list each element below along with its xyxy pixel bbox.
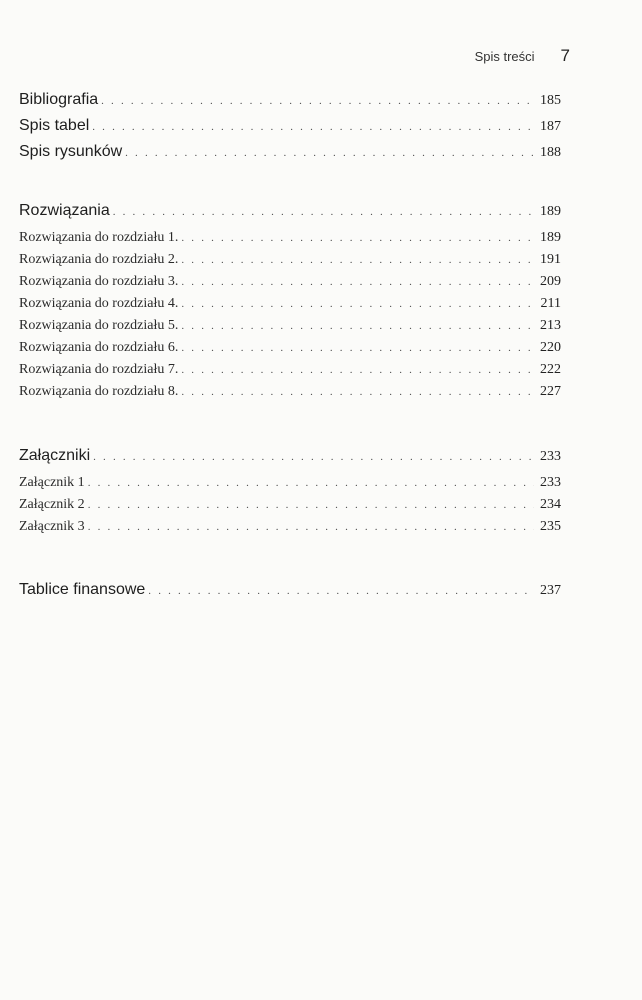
toc-subentry <box>19 318 561 340</box>
toc-entry-page: 189 <box>540 230 561 245</box>
dot-leader <box>93 451 534 463</box>
dot-leader <box>113 206 534 218</box>
toc-entry-label: Rozwiązania do rozdziału 8. <box>19 384 179 399</box>
toc-subentry <box>19 384 561 406</box>
toc-entry <box>19 117 561 143</box>
toc-group <box>19 91 561 169</box>
toc-entry <box>19 202 561 228</box>
toc-entry-page: 222 <box>540 362 561 377</box>
toc-subentry <box>19 497 561 519</box>
toc-subentry <box>19 340 561 362</box>
toc-entry-page: 211 <box>540 296 561 311</box>
toc-entry-page: 233 <box>540 475 561 490</box>
toc-subentry <box>19 252 561 274</box>
toc-entry-label: Rozwiązania do rozdziału 4. <box>19 296 179 311</box>
toc-entry-page: 187 <box>540 119 561 134</box>
toc-group <box>19 581 561 607</box>
running-header <box>475 46 570 66</box>
toc-entry-label: Rozwiązania <box>19 202 110 219</box>
toc-entry <box>19 447 561 473</box>
toc-entry-page: 227 <box>540 384 561 399</box>
dot-leader <box>125 147 534 159</box>
dot-leader <box>181 364 534 376</box>
toc-entry-label: Rozwiązania do rozdziału 6. <box>19 340 179 355</box>
page-number: 7 <box>560 46 570 65</box>
toc-entry-label: Tablice finansowe <box>19 581 146 598</box>
toc-entry-label: Załączniki <box>19 447 91 464</box>
dot-leader <box>101 95 534 107</box>
toc-entry-page: 220 <box>540 340 561 355</box>
toc-entry-label: Rozwiązania do rozdziału 5. <box>19 318 179 333</box>
toc-entry <box>19 143 561 169</box>
dot-leader <box>181 320 534 332</box>
toc-entry-label: Bibliografia <box>19 91 99 108</box>
dot-leader <box>148 585 534 597</box>
toc-subentry <box>19 475 561 497</box>
toc-entry-label: Rozwiązania do rozdziału 7. <box>19 362 179 377</box>
dot-leader <box>181 254 534 266</box>
toc-subentry <box>19 362 561 384</box>
toc-entry-label: Rozwiązania do rozdziału 2. <box>19 252 179 267</box>
dot-leader <box>181 386 534 398</box>
toc-entry-page: 188 <box>540 145 561 160</box>
toc-entry-label: Rozwiązania do rozdziału 3. <box>19 274 179 289</box>
dot-leader <box>88 521 534 533</box>
toc-entry <box>19 91 561 117</box>
toc-group <box>19 202 561 406</box>
toc-subentry <box>19 296 561 318</box>
dot-leader <box>181 342 534 354</box>
dot-leader <box>88 499 534 511</box>
toc-entry-label: Załącznik 3 <box>19 519 85 534</box>
toc-group <box>19 447 561 541</box>
toc-entry-page: 189 <box>540 204 561 219</box>
running-header-title: Spis treści <box>474 49 535 64</box>
toc-entry-page: 237 <box>540 583 561 598</box>
dot-leader <box>181 232 534 244</box>
dot-leader <box>181 276 534 288</box>
toc-entry-page: 213 <box>540 318 561 333</box>
dot-leader <box>181 298 534 310</box>
toc-entry-page: 235 <box>540 519 561 534</box>
toc-entry-page: 185 <box>540 93 561 108</box>
dot-leader <box>92 121 534 133</box>
toc-entry-label: Załącznik 1 <box>19 475 85 490</box>
toc-entry-page: 191 <box>540 252 561 267</box>
toc-entry-page: 209 <box>540 274 561 289</box>
toc-entry-page: 233 <box>540 449 561 464</box>
table-of-contents <box>19 91 561 607</box>
toc-entry-label: Rozwiązania do rozdziału 1. <box>19 230 179 245</box>
toc-entry-label: Załącznik 2 <box>19 497 85 512</box>
toc-entry-label: Spis rysunków <box>19 143 123 160</box>
toc-subentry <box>19 519 561 541</box>
toc-entry <box>19 581 561 607</box>
dot-leader <box>88 477 534 489</box>
toc-subentry <box>19 230 561 252</box>
toc-subentry <box>19 274 561 296</box>
toc-entry-label: Spis tabel <box>19 117 90 134</box>
toc-entry-page: 234 <box>540 497 561 512</box>
